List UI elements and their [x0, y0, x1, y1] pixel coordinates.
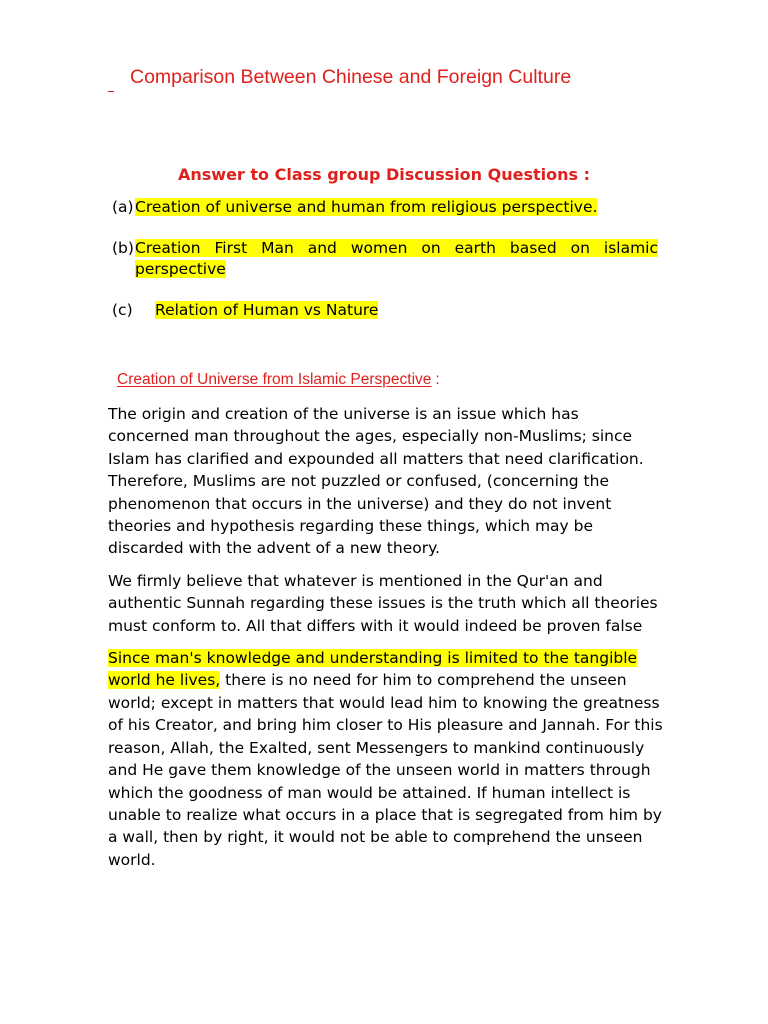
paragraph-2: We firmly believe that whatever is mentioned in the Qur'an and authentic Sunnah regarding these issues is the truth which all theories must conform to. All that differs with it would indeed be proven false [108, 571, 658, 635]
margin-dash [108, 91, 114, 92]
highlighted-text: Relation of Human vs Nature [155, 301, 379, 319]
question-b [112, 238, 658, 280]
highlighted-text: Creation First Man and women on earth based on islamic perspective [135, 239, 658, 278]
document-title: Comparison Between Chinese and Foreign Culture [130, 66, 572, 88]
body-text [108, 403, 663, 871]
paragraph-1: The origin and creation of the universe is an issue which has concerned man throughout the ages, especially non-Muslims; since Islam has clarified and expounded all matters that need clarification. Therefore, Muslims are not puzzled or confused, (concerning the phenomenon that occurs in the universe) and they do not invent theories and hypothesis regarding these things, which may be discarded with the advent of a new theory. [108, 405, 644, 558]
highlighted-text: Creation of universe and human from religious perspective. [135, 198, 598, 216]
question-text [135, 238, 658, 280]
question-text [135, 197, 658, 218]
section-title-text: Creation of Universe from Islamic Perspective [117, 371, 432, 388]
paragraph-3-rest: there is no need for him to comprehend the unseen world; except in matters that would lead him to knowing the greatness of his Creator, and bring him closer to His pleasure and Jannah. For this reason, Allah, the Exalted, sent Messengers to mankind continuously and He gave them knowledge of the unseen world in matters through which the goodness of man would be attained. If human intellect is unable to realize what occurs in a place that is segregated from him by a wall, then by right, it would not be able to comprehend the unseen world. [108, 671, 663, 869]
question-text [135, 300, 658, 321]
question-a [112, 197, 658, 218]
question-c [112, 300, 658, 321]
question-marker: (b) [112, 239, 134, 257]
question-marker: (a) [112, 198, 134, 216]
question-marker: (c) [112, 301, 133, 319]
question-list [112, 197, 658, 321]
answer-heading: Answer to Class group Discussion Questions : [177, 165, 590, 184]
section-title [117, 371, 440, 389]
section-title-colon: : [435, 371, 440, 388]
paragraph-3 [108, 647, 663, 871]
highlighted-text: Since man's knowledge and understanding is limited to the tangible world he lives, [108, 649, 638, 690]
